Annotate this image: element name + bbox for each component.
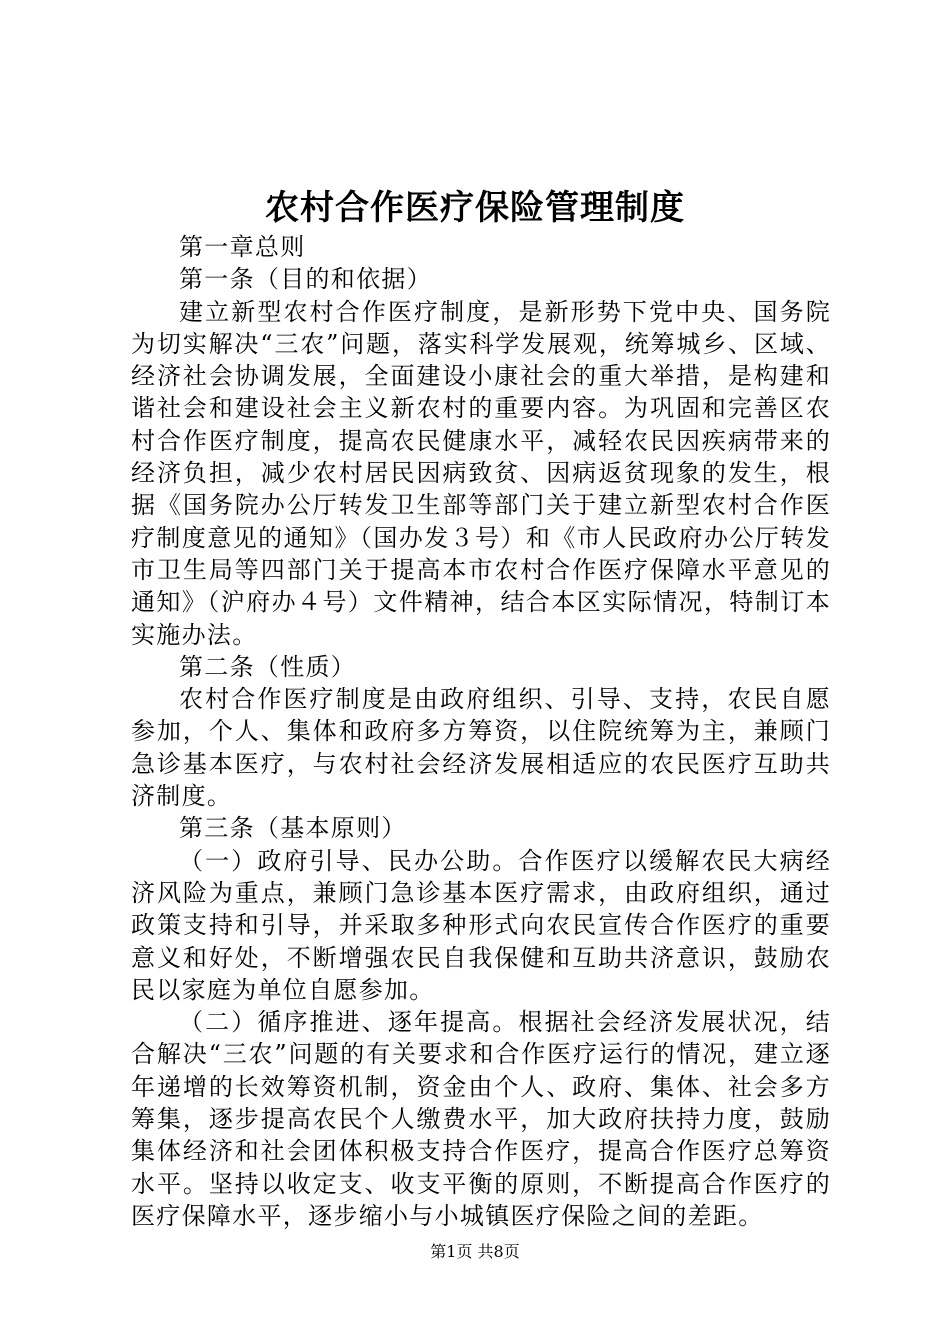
- document-body: [131, 231, 831, 1232]
- article-3-clause-1: （一）政府引导、民办公助。合作医疗以缓解农民大病经济风险为重点，兼顾门急诊基本医疗需求，由政府组织，通过政策支持和引导，并采取多种形式向农民宣传合作医疗的重要意义和好处，不断增强农民自我保健和互助共济意识，鼓励农民以家庭为单位自愿参加。: [131, 846, 831, 1004]
- document-title: 农村合作医疗保险管理制度: [265, 188, 685, 228]
- article-2-heading: 第二条（性质）: [179, 652, 357, 681]
- page-footer: 第1页 共8页: [430, 1242, 520, 1261]
- article-3-clause-2: （二）循序推进、逐年提高。根据社会经济发展状况，结合解决“三农”问题的有关要求和合作医疗运行的情况，建立逐年递增的长效筹资机制，资金由个人、政府、集体、社会多方筹集，逐步提高农民个人缴费水平，加大政府扶持力度，鼓励集体经济和社会团体积极支持合作医疗，提高合作医疗总筹资水平。坚持以收定支、收支平衡的原则，不断提高合作医疗的医疗保障水平，逐步缩小与小城镇医疗保险之间的差距。: [131, 1008, 831, 1230]
- chapter-heading: 第一章总则: [179, 233, 306, 261]
- article-1-heading: 第一条（目的和依据）: [179, 265, 432, 294]
- article-3-heading: 第三条（基本原则）: [179, 814, 407, 843]
- article-2-paragraph: 农村合作医疗制度是由政府组织、引导、支持，农民自愿参加，个人、集体和政府多方筹资，以住院统筹为主，兼顾门急诊基本医疗，与农村社会经济发展相适应的农民医疗互助共济制度。: [131, 685, 831, 811]
- article-1-paragraph: 建立新型农村合作医疗制度，是新形势下党中央、国务院为切实解决“三农”问题，落实科学发展观，统筹城乡、区域、经济社会协调发展，全面建设小康社会的重大举措，是构建和谐社会和建设社会主义新农村的重要内容。为巩固和完善区农村合作医疗制度，提高农民健康水平，减轻农民因疾病带来的经济负担，减少农村居民因病致贫、因病返贫现象的发生，根据《国务院办公厅转发卫生部等部门关于建立新型农村合作医疗制度意见的通知》（国办发３号）和《市人民政府办公厅转发市卫生局等四部门关于提高本市农村合作医疗保障水平意见的通知》（沪府办４号）文件精神，结合本区实际情况，特制订本实施办法。: [131, 297, 831, 649]
